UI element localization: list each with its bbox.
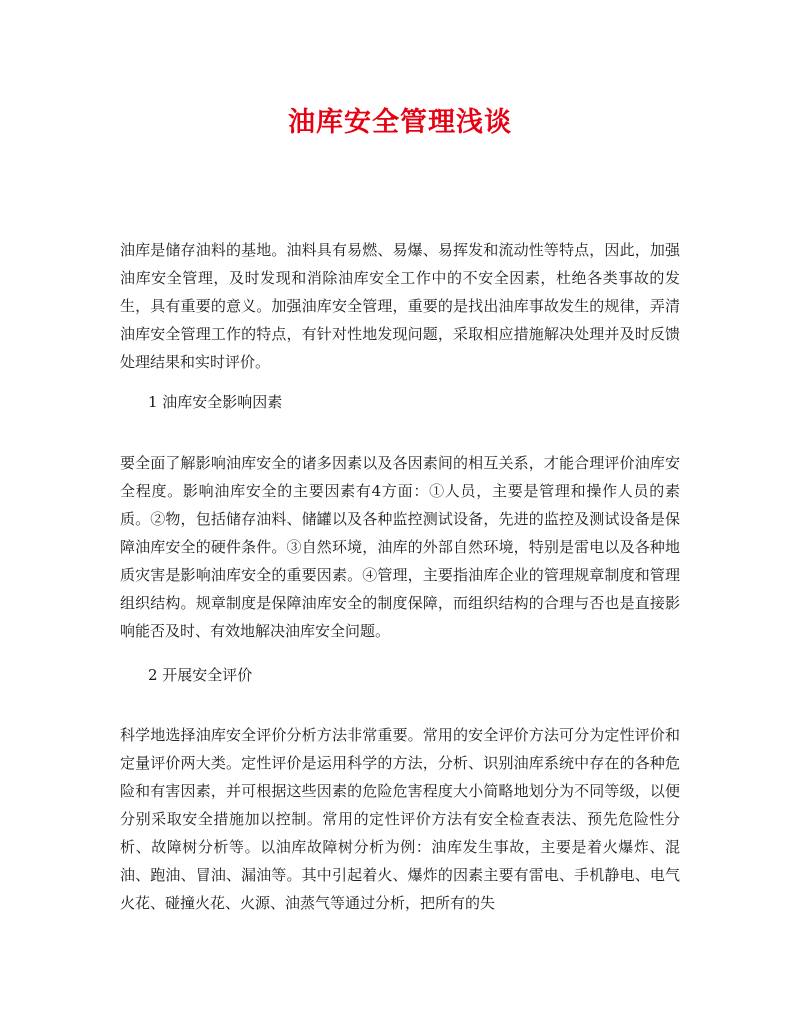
section-heading-1: 1 油库安全影响因素 (148, 393, 283, 411)
section-heading-2: 2 开展安全评价 (148, 666, 253, 684)
paragraph-factors: 要全面了解影响油库安全的诸多因素以及各因素间的相互关系，才能合理评价油库安全程度。影响油库安全的主要因素有4方面：①人员，主要是管理和操作人员的素质。②物，包括储存油料、储罐以及各种监控测试设备，先进的监控及测试设备是保障油库安全的硬件条件。③自然环境，油库的外部自然环境，特别是雷电以及各种地质灾害是影响油库安全的重要因素。④管理，主要指油库企业的管理规章制度和管理组织结构。规章制度是保障油库安全的制度保障，而组织结构的合理与否也是直接影响能否及时、有效地解决油库安全问题。 (120, 454, 680, 640)
document-title: 油库安全管理浅谈 (288, 107, 512, 138)
paragraph-evaluation: 科学地选择油库安全评价分析方法非常重要。常用的安全评价方法可分为定性评价和定量评价两大类。定性评价是运用科学的方法，分析、识别油库系统中存在的各种危险和有害因素，并可根据这些因素的危险危害程度大小简略地划分为不同等级，以便分别采取安全措施加以控制。常用的定性评价方法有安全检查表法、预先危险性分析、故障树分析等。以油库故障树分析为例：油库发生事故，主要是着火爆炸、混油、跑油、冒油、漏油等。其中引起着火、爆炸的因素主要有雷电、手机静电、电气火花、碰撞火花、火源、油蒸气等通过分析，把所有的失 (120, 726, 680, 912)
paragraph-intro: 油库是储存油料的基地。油料具有易燃、易爆、易挥发和流动性等特点，因此，加强油库安全管理，及时发现和消除油库安全工作中的不安全因素，杜绝各类事故的发生，具有重要的意义。加强油库安全管理，重要的是找出油库事故发生的规律，弄清油库安全管理工作的特点，有针对性地发现问题，采取相应措施解决处理并及时反馈处理结果和实时评价。 (120, 241, 680, 371)
